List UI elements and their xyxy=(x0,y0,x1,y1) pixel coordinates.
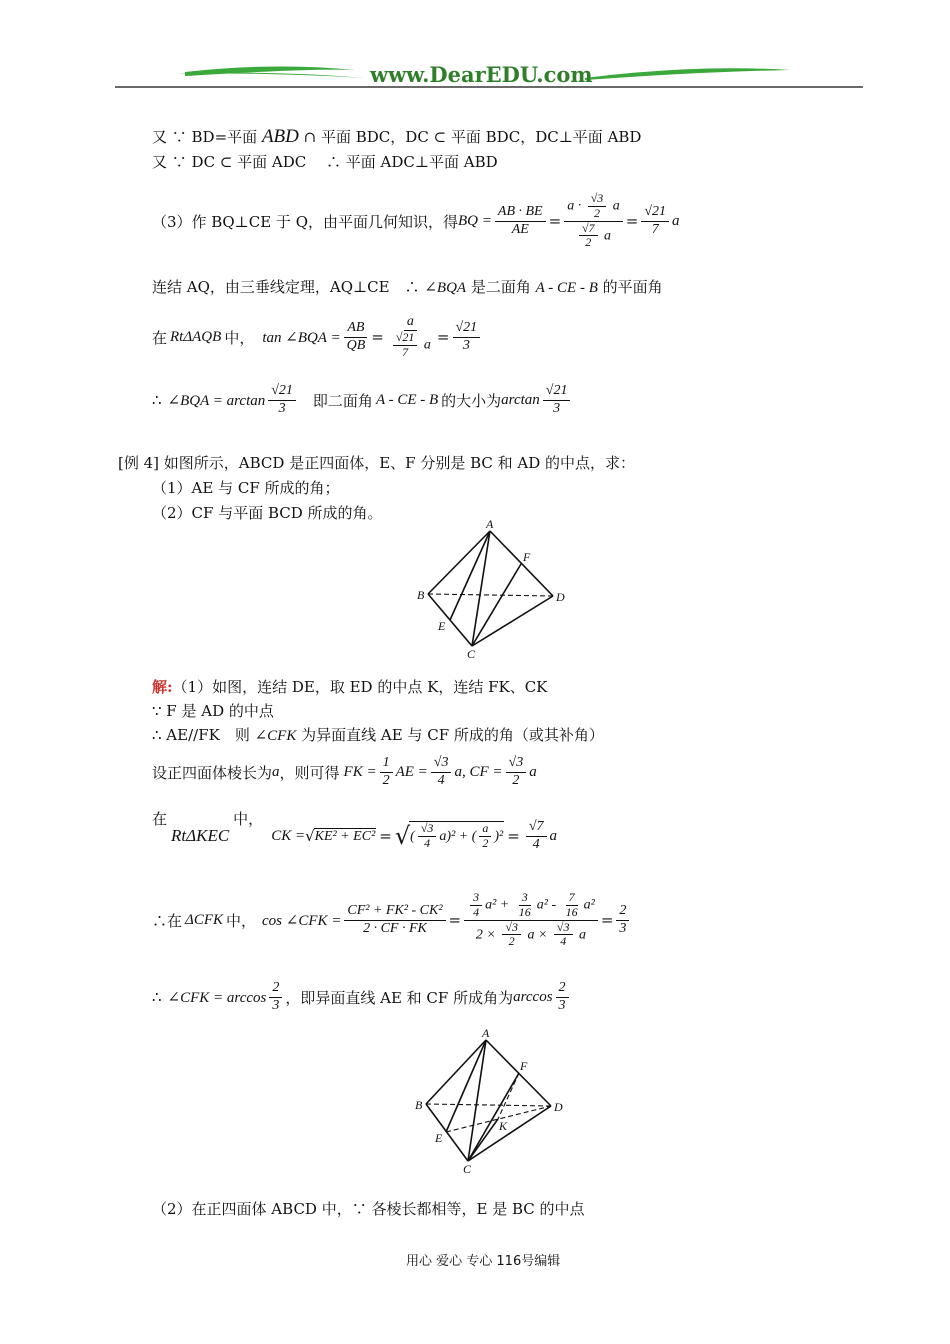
math: ΔCFK xyxy=(185,911,223,928)
t: a xyxy=(672,212,680,229)
den: 16 xyxy=(518,904,531,919)
num: √3 xyxy=(431,755,452,772)
solution-line-2: ∵ F 是 AD 的中点 xyxy=(152,702,274,720)
label-a: A xyxy=(482,1026,490,1040)
num: √3 xyxy=(418,822,437,837)
text: 设正四面体棱长为 xyxy=(152,763,273,782)
frac-sqrt7-4 xyxy=(526,819,547,852)
frac-sqrt3-2 xyxy=(506,755,527,788)
den: 2 · CF · FK xyxy=(363,920,427,936)
frac-sqrt3-4 xyxy=(418,822,437,851)
math: a xyxy=(272,763,280,780)
t: )² xyxy=(494,828,504,844)
text: 中， xyxy=(224,328,255,347)
example-4-title: [例 4] 如图所示，ABCD 是正四面体，E、F 分别是 BC 和 AD 的中点，求： xyxy=(118,454,636,472)
frac-sqrt3-2 xyxy=(502,921,521,950)
den: 3 xyxy=(272,997,280,1013)
t: a)² + ( xyxy=(439,828,477,844)
frac-ab-be-ae xyxy=(495,204,546,237)
label-e: E xyxy=(435,1131,443,1145)
num: a xyxy=(479,822,491,837)
math: ∠BQA xyxy=(424,280,467,296)
frac-sqrt3-2 xyxy=(588,192,607,221)
t: a xyxy=(579,927,587,943)
den: 3 xyxy=(462,337,470,353)
frac-sqrt21-3 xyxy=(453,320,481,353)
num: √21 xyxy=(393,331,418,346)
label-a: A xyxy=(486,517,494,531)
math: RtΔKEC xyxy=(171,826,230,845)
equals: = xyxy=(600,911,614,929)
text: ∩ 平面 BDC，DC ⊂ 平面 BDC，DC⊥平面 ABD xyxy=(303,128,642,146)
question-1: （1）AE 与 CF 所成的角； xyxy=(152,479,340,497)
den: 4 xyxy=(424,836,431,850)
den: 3 xyxy=(553,400,561,416)
frac-tan-expanded xyxy=(387,314,434,360)
label-k: K xyxy=(499,1119,508,1133)
num xyxy=(564,192,623,222)
num: a xyxy=(404,314,417,331)
frac-sqrt21-7 xyxy=(393,331,418,360)
den: 16 xyxy=(565,904,578,919)
label-c: C xyxy=(463,1162,472,1176)
text: （3）作 BQ⊥CE 于 Q，由平面几何知识，得 xyxy=(152,212,459,231)
den: 2 xyxy=(585,235,592,250)
frac-ab-qb xyxy=(344,320,369,353)
num: 2 xyxy=(616,903,629,920)
den: 2 xyxy=(512,772,520,788)
frac-sqrt21-3 xyxy=(268,383,296,416)
math: arccos xyxy=(513,988,553,1005)
header-logo-text: www.DearEDU.com xyxy=(370,62,593,87)
den: 4 xyxy=(560,934,567,949)
sqrt-sign: √ xyxy=(394,822,411,850)
text: 在 xyxy=(152,328,168,347)
den: QB xyxy=(346,337,366,353)
den: 2 xyxy=(593,205,600,220)
text: 中， xyxy=(233,810,264,828)
num: √21 xyxy=(641,204,669,221)
text: ∴ AE//FK 则 xyxy=(152,726,250,744)
den: 3 xyxy=(278,400,286,416)
num: √3 xyxy=(554,921,573,936)
equals: = xyxy=(436,328,450,346)
t: a² + xyxy=(485,897,510,913)
equals: = xyxy=(448,911,462,929)
num: √3 xyxy=(588,192,607,207)
den xyxy=(387,331,434,360)
text: （1）如图，连结 DE，取 ED 的中点 K，连结 FK、CK xyxy=(172,678,548,696)
sqrt-sign: √ xyxy=(305,827,315,845)
den: 7 xyxy=(651,221,659,237)
solution-line-3 xyxy=(152,724,604,745)
num: AB · BE xyxy=(495,204,546,221)
text: 在 xyxy=(152,810,168,828)
math: a xyxy=(549,827,557,844)
num: √21 xyxy=(453,320,481,337)
text: ，则可得 xyxy=(279,763,340,782)
text: ，即异面直线 AE 和 CF 所成角为 xyxy=(285,988,514,1007)
text: 是二面角 xyxy=(470,278,531,296)
solution-line-ck xyxy=(152,808,557,864)
t: ( xyxy=(410,828,415,844)
den: 2 xyxy=(382,772,390,788)
line-dc-plane: 又 ∵ DC ⊂ 平面 ADC ∴ 平面 ADC⊥平面 ABD xyxy=(152,153,498,171)
frac-cos-law xyxy=(344,903,445,936)
frac-3-16 xyxy=(516,891,534,920)
t: a² - xyxy=(536,897,557,913)
equals: = xyxy=(379,827,392,845)
frac-1-2 xyxy=(380,755,393,788)
frac-a-2 xyxy=(479,822,491,851)
math: ∠CFK xyxy=(254,728,297,744)
t: a · xyxy=(567,198,582,214)
header-banner xyxy=(115,60,863,92)
label-b: B xyxy=(417,588,425,602)
t: a xyxy=(612,198,620,214)
frac-sqrt21-3b xyxy=(543,383,571,416)
line-aq-ce xyxy=(152,276,663,297)
num: AB xyxy=(344,320,367,337)
page-footer: 用心 爱心 专心 116号编辑 xyxy=(406,1254,561,1269)
math: FK = xyxy=(343,763,377,780)
t: a xyxy=(604,228,612,244)
num: CF² + FK² - CK² xyxy=(344,903,445,920)
math: CK = xyxy=(271,827,306,844)
text: ∴在 xyxy=(152,911,183,930)
math: A - CE - B xyxy=(375,391,439,408)
den: 2 xyxy=(482,836,489,850)
text: 的平面角 xyxy=(602,278,663,296)
math: A - CE - B xyxy=(535,280,598,296)
text: ∴ xyxy=(152,988,162,1006)
math: KE² + EC² xyxy=(314,828,376,844)
solution-part-2: （2）在正四面体 ABCD 中，∵ 各棱长都相等，E 是 BC 的中点 xyxy=(152,1200,585,1218)
num: 2 xyxy=(556,980,569,997)
frac-sqrt21-7 xyxy=(641,204,669,237)
den: 3 xyxy=(619,920,627,936)
math: RtΔAQB xyxy=(170,328,222,345)
num: 3 xyxy=(470,891,482,906)
text: 中， xyxy=(226,911,257,930)
den: 2 xyxy=(508,934,515,949)
num: √7 xyxy=(526,819,547,836)
t: 2 × xyxy=(475,927,496,943)
t: a xyxy=(423,337,431,353)
math: arctan xyxy=(501,391,540,408)
label-f: F xyxy=(523,550,531,564)
solution-line-cos xyxy=(152,874,632,966)
t: a² xyxy=(583,897,595,913)
equals: = xyxy=(625,212,639,230)
label-e: E xyxy=(438,619,446,633)
label-c: C xyxy=(467,647,476,659)
den: 4 xyxy=(473,904,480,919)
num: 7 xyxy=(566,891,578,906)
den: 7 xyxy=(402,345,409,360)
frac-3-4 xyxy=(470,891,482,920)
math-abd: ABD xyxy=(261,126,299,147)
frac-bq-expanded xyxy=(564,192,623,250)
line-bd-plane xyxy=(152,126,641,148)
frac-cos-expanded xyxy=(464,891,598,949)
line-arctan xyxy=(152,376,573,424)
solution-line-arccos xyxy=(152,972,572,1022)
den: 4 xyxy=(532,836,540,852)
label-b: B xyxy=(415,1098,423,1112)
frac-7-16 xyxy=(563,891,581,920)
frac-sqrt3-4 xyxy=(431,755,452,788)
text: 的大小为 xyxy=(441,391,502,410)
frac-2-3 xyxy=(269,980,282,1013)
math: tan ∠BQA = xyxy=(262,329,341,346)
tetrahedron-figure-1 xyxy=(410,517,570,659)
num: √21 xyxy=(543,383,571,400)
text: 又 ∵ BD=平面 xyxy=(152,128,258,146)
equals: = xyxy=(548,212,562,230)
math: ∠CFK = arccos xyxy=(167,989,267,1006)
tetrahedron-diagram-with-k xyxy=(410,1024,570,1176)
label-d: D xyxy=(556,590,565,604)
math: a, CF = xyxy=(454,763,503,780)
tetrahedron-figure-2 xyxy=(410,1024,570,1176)
text: ∴ xyxy=(152,391,162,409)
frac-2-3b xyxy=(556,980,569,1013)
tetrahedron-diagram xyxy=(410,517,570,659)
math-bq-lhs: BQ = xyxy=(458,212,492,229)
math: a xyxy=(529,763,537,780)
num: 3 xyxy=(519,891,531,906)
den xyxy=(573,222,614,251)
num xyxy=(464,891,598,921)
text: 连结 AQ，由三垂线定理，AQ⊥CE ∴ xyxy=(152,278,420,296)
line-bq-formula xyxy=(152,176,680,266)
line-tan-formula xyxy=(152,302,483,372)
den xyxy=(473,921,589,950)
sqrt-body xyxy=(409,821,504,851)
math: cos ∠CFK = xyxy=(262,912,342,929)
math: ∠BQA = arctan xyxy=(167,392,266,409)
label-f: F xyxy=(520,1059,528,1073)
t: a × xyxy=(527,927,548,943)
den: AE xyxy=(511,221,529,237)
label-d: D xyxy=(554,1100,563,1114)
text: 即二面角 xyxy=(312,391,373,410)
frac-2-3 xyxy=(616,903,629,936)
den: 3 xyxy=(558,997,566,1013)
den: 4 xyxy=(437,772,445,788)
text: 为异面直线 AE 与 CF 所成的角（或其补角） xyxy=(301,726,604,744)
frac-sqrt7-2 xyxy=(579,222,598,251)
equals: = xyxy=(371,328,384,346)
num: 1 xyxy=(380,755,393,772)
num: √3 xyxy=(506,755,527,772)
num: √7 xyxy=(579,222,598,237)
math: AE = xyxy=(395,763,428,780)
solution-line-1 xyxy=(152,676,547,697)
solution-line-fk xyxy=(152,748,537,796)
frac-sqrt3-4 xyxy=(554,921,573,950)
num: √21 xyxy=(268,383,296,400)
num: √3 xyxy=(502,921,521,936)
equals: = xyxy=(507,827,520,845)
num: 2 xyxy=(269,980,282,997)
question-2: （2）CF 与平面 BCD 所成的角。 xyxy=(152,504,383,522)
solution-label: 解: xyxy=(152,678,173,696)
